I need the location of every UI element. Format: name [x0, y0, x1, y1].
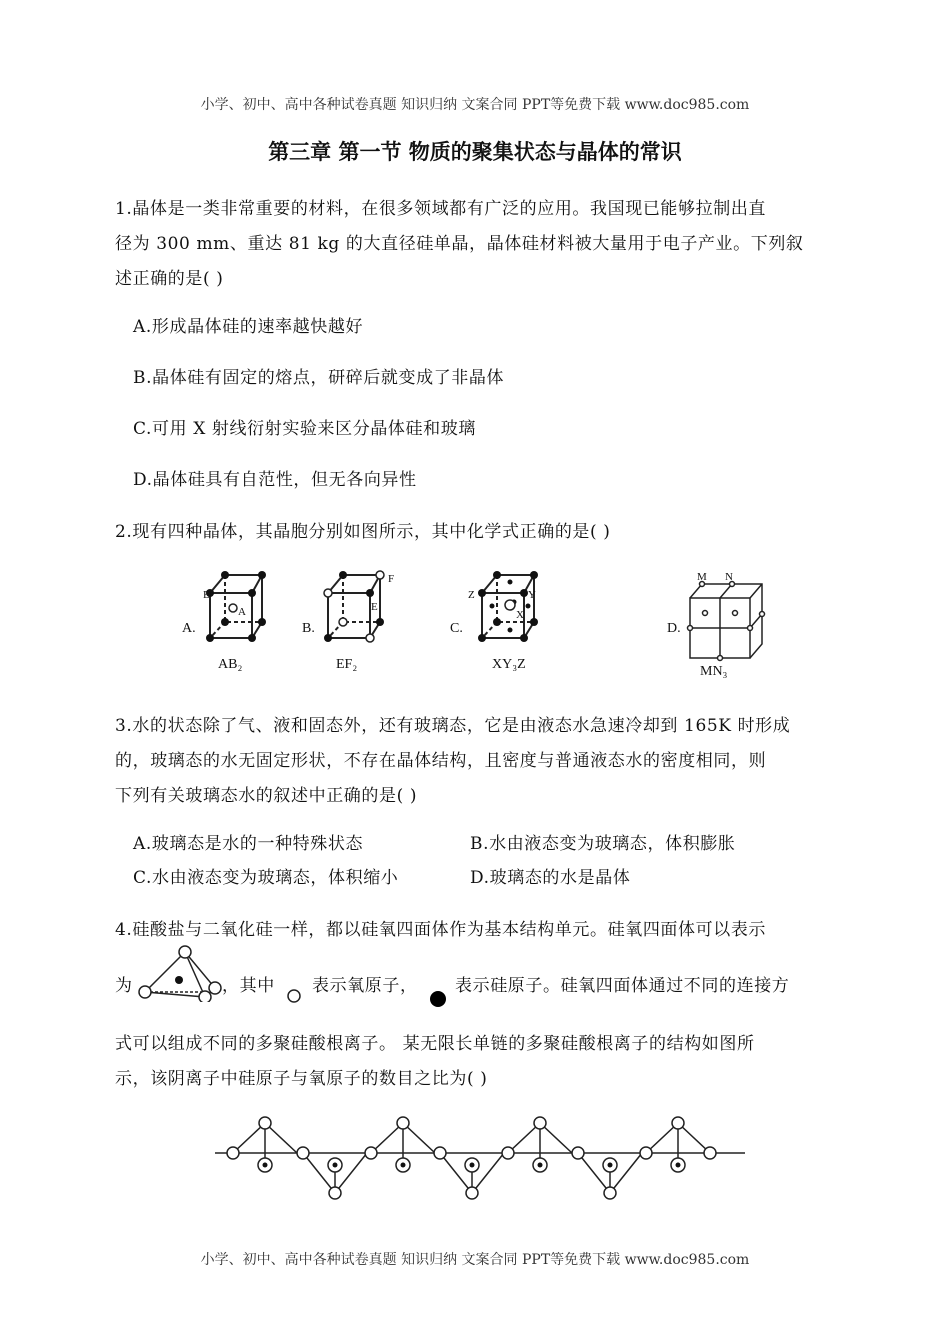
q2-crystal-figures [170, 560, 790, 690]
fig-a-option: A. [182, 621, 196, 636]
fig-label: Y [528, 589, 536, 601]
fig-b-option: B. [302, 621, 315, 636]
page-header: 小学、初中、高中各种试卷真题 知识归纳 文案合同 PPT等免费下载 www.doc985.com [200, 97, 750, 113]
q1-line: 径为 300 mm、重达 81 kg 的大直径硅单晶，晶体硅材料被大量用于电子产业。下列叙 [115, 234, 804, 254]
q4-text: 为 [115, 976, 133, 996]
fig-a-formula: AB₂ [218, 657, 243, 672]
q4-text: ，其中 [222, 976, 275, 996]
q4-line: 式可以组成不同的多聚硅酸根离子。 某无限长单链的多聚硅酸根离子的结构如图所 [115, 1034, 755, 1054]
fig-label: E [371, 601, 378, 613]
q4-text: 表示硅原子。硅氧四面体通过不同的连接方 [455, 976, 790, 996]
q1-option-c[interactable]: C.可用 X 射线衍射实验来区分晶体硅和玻璃 [133, 419, 476, 439]
q1-line: 述正确的是( ) [115, 269, 224, 289]
q1-option-b[interactable]: B.晶体硅有固定的熔点，研碎后就变成了非晶体 [133, 368, 505, 388]
fig-c-option: C. [450, 621, 463, 636]
q1-line: 1.晶体是一类非常重要的材料，在很多领域都有广泛的应用。我国现已能够拉制出直 [115, 199, 767, 219]
fig-label: Z [468, 589, 475, 601]
tetrahedron-icon [133, 944, 223, 1002]
fig-label: X [516, 609, 524, 621]
q3-option-d[interactable]: D.玻璃态的水是晶体 [470, 868, 631, 888]
q3-line: 的，玻璃态的水无固定形状，不存在晶体结构，且密度与普通液态水的密度相同，则 [115, 751, 767, 771]
fig-label: N [725, 571, 733, 583]
fig-d-formula: MN₃ [700, 664, 728, 679]
q3-option-b[interactable]: B.水由液态变为玻璃态，体积膨胀 [470, 834, 736, 854]
q2-stem: 2.现有四种晶体，其晶胞分别如图所示，其中化学式正确的是( ) [115, 522, 611, 542]
fig-label: F [388, 573, 395, 585]
fig-c-formula: XY₃Z [492, 657, 526, 672]
q3-line: 下列有关玻璃态水的叙述中正确的是( ) [115, 786, 418, 806]
q3-option-c[interactable]: C.水由液态变为玻璃态，体积缩小 [133, 868, 399, 888]
q4-line: 示，该阴离子中硅原子与氧原子的数目之比为( ) [115, 1069, 488, 1089]
page-footer: 小学、初中、高中各种试卷真题 知识归纳 文案合同 PPT等免费下载 www.doc985.com [200, 1252, 750, 1268]
fig-label: M [697, 571, 707, 583]
q3-line: 3.水的状态除了气、液和固态外，还有玻璃态，它是由液态水急速冷却到 165K 时形成 [115, 716, 791, 736]
cube-d [690, 584, 762, 658]
q1-option-d[interactable]: D.晶体硅具有自范性，但无各向异性 [133, 470, 417, 490]
page-title: 第三章 第一节 物质的聚集状态与晶体的常识 [268, 139, 682, 164]
silicon-atom-icon [429, 990, 447, 1008]
fig-d-option: D. [667, 621, 681, 636]
q3-option-a[interactable]: A.玻璃态是水的一种特殊状态 [133, 834, 364, 854]
silicate-chain-figure [210, 1105, 750, 1205]
fig-b-formula: EF₂ [336, 657, 358, 672]
q1-option-a[interactable]: A.形成晶体硅的速率越快越好 [133, 317, 364, 337]
fig-label: B [203, 589, 211, 601]
fig-label: A [238, 606, 246, 618]
oxygen-atom-icon [286, 988, 302, 1004]
q4-line: 4.硅酸盐与二氧化硅一样，都以硅氧四面体作为基本结构单元。硅氧四面体可以表示 [115, 920, 767, 940]
q4-text: 表示氧原子， [312, 976, 418, 996]
